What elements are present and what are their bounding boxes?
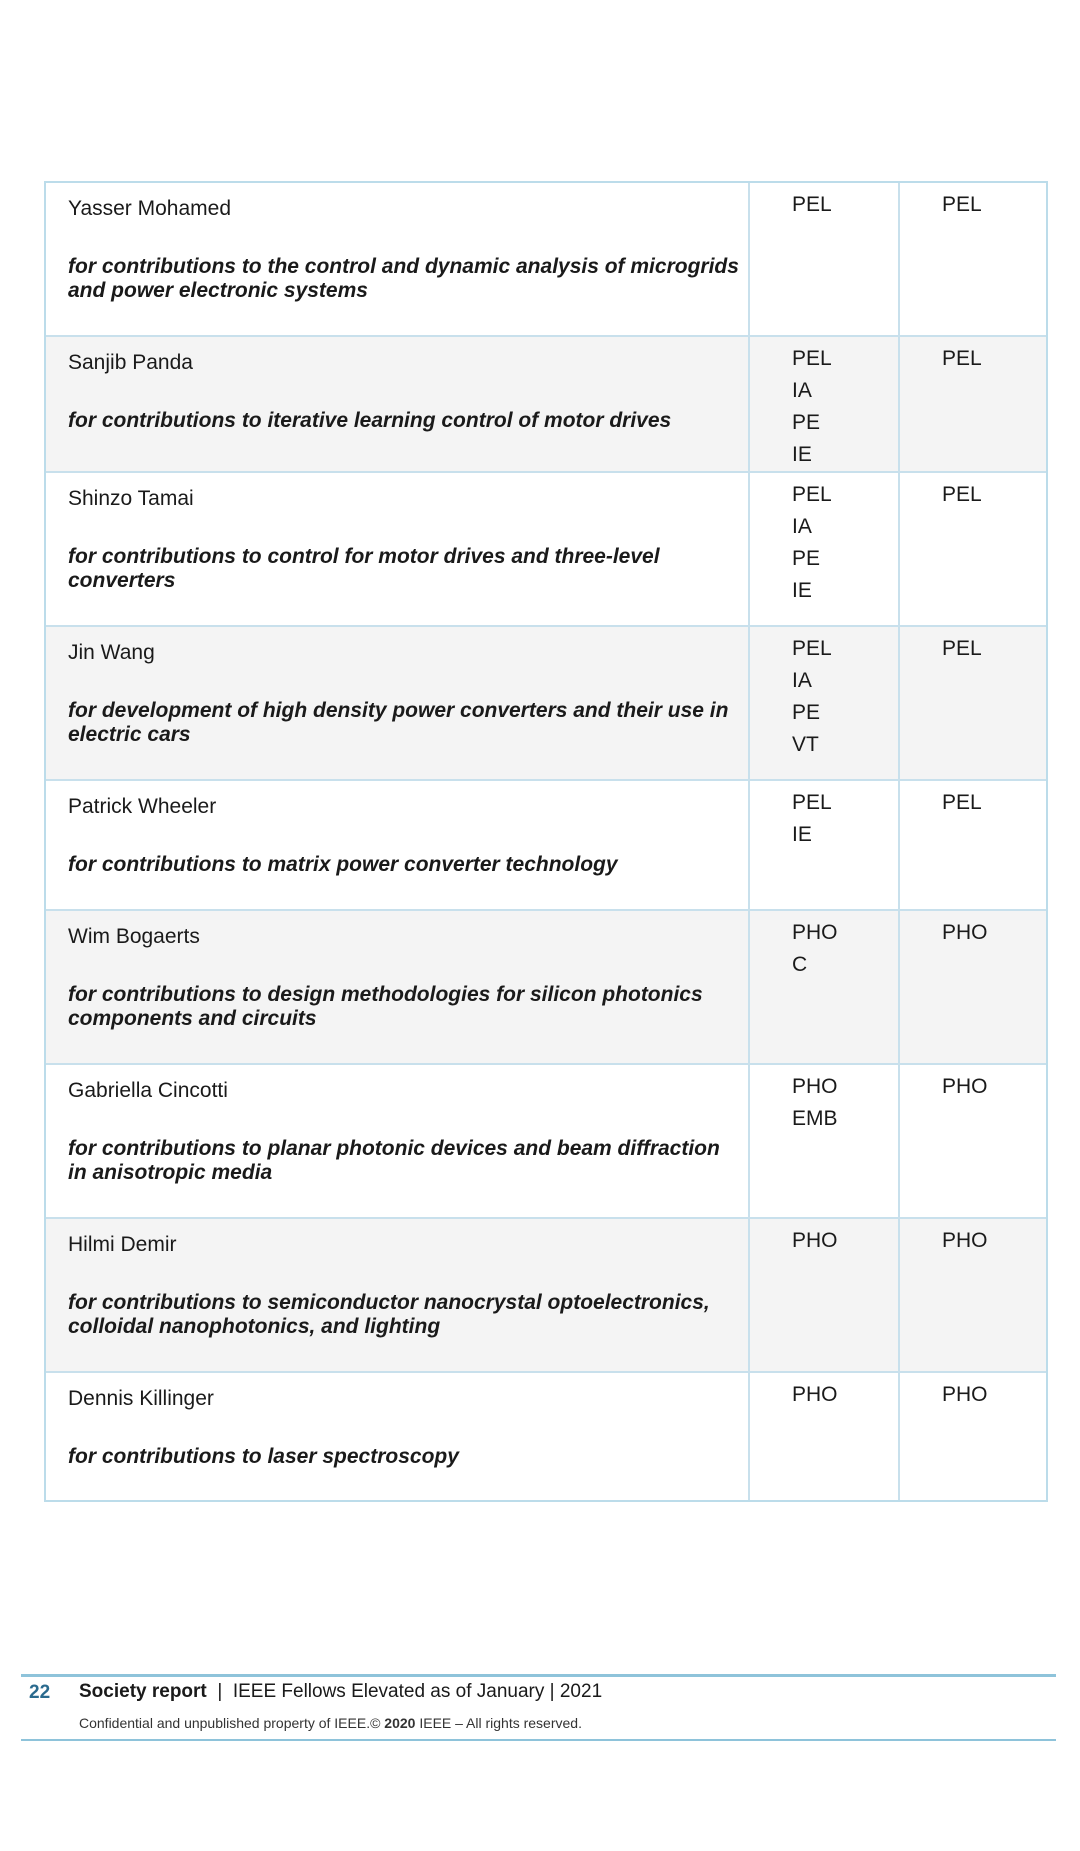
fellow-name: Jin Wang [68,641,155,664]
evaluating-society-cell [900,183,1046,335]
fellow-citation: for development of high density power converters and their use in electric cars [68,699,729,746]
society-code: IA [792,379,812,402]
society-codes-cell [750,337,900,471]
fellow-cell [46,1219,750,1371]
footer-rule-bottom [21,1739,1056,1741]
fellow-name: Sanjib Panda [68,351,193,374]
table-row [46,911,1046,1065]
fellow-name: Shinzo Tamai [68,487,194,510]
society-code: PEL [792,483,832,506]
fellow-cell [46,337,750,471]
fellow-citation: for contributions to design methodologies for silicon photonics components and circuits [68,983,703,1030]
fellow-cell [46,627,750,779]
table-row [46,337,1046,473]
footer-title [79,1681,602,1703]
evaluating-society: PEL [942,347,982,370]
society-codes-cell [750,1219,900,1371]
fellow-cell [46,1373,750,1500]
society-codes-cell [750,473,900,625]
evaluating-society-cell [900,473,1046,625]
society-code: IE [792,443,812,466]
evaluating-society: PHO [942,1383,988,1406]
evaluating-society-cell [900,781,1046,909]
fellow-name: Dennis Killinger [68,1387,214,1410]
society-codes-cell [750,1065,900,1217]
table-row [46,627,1046,781]
society-code: PHO [792,1075,838,1098]
fellow-name: Patrick Wheeler [68,795,217,818]
society-code: PEL [792,347,832,370]
evaluating-society: PHO [942,1075,988,1098]
fellow-name: Gabriella Cincotti [68,1079,228,1102]
society-code: IA [792,515,812,538]
evaluating-society: PHO [942,921,988,944]
table-row [46,1219,1046,1373]
footer-rule-top [21,1674,1056,1677]
evaluating-society: PEL [942,193,982,216]
fellow-name: Yasser Mohamed [68,197,232,220]
evaluating-society-cell [900,1219,1046,1371]
note-year: 2020 [384,1715,416,1731]
fellow-citation: for contributions to semiconductor nanocrystal optoelectronics, colloidal nanophotonics, and lighting [68,1291,710,1338]
society-code: PE [792,411,821,434]
society-codes-cell [750,183,900,335]
society-code: PE [792,547,821,570]
fellow-citation: for contributions to control for motor drives and three-level converters [68,545,660,592]
society-codes-cell [750,781,900,909]
footer-separator: | [217,1681,223,1702]
society-code: IE [792,823,812,846]
fellow-citation: for contributions to laser spectroscopy [68,1445,459,1468]
society-code: IA [792,669,812,692]
society-code: IE [792,579,812,602]
table-row [46,781,1046,911]
fellow-cell [46,473,750,625]
society-code: VT [792,733,819,756]
evaluating-society: PEL [942,637,982,660]
evaluating-society: PEL [942,791,982,814]
note-suffix: IEEE – All rights reserved. [415,1715,582,1731]
fellow-name: Hilmi Demir [68,1233,177,1256]
evaluating-society-cell [900,1373,1046,1500]
fellow-cell [46,781,750,909]
fellows-table [44,181,1048,1502]
evaluating-society: PEL [942,483,982,506]
fellow-cell [46,183,750,335]
table-row [46,1065,1046,1219]
report-subtitle: IEEE Fellows Elevated as of January | 2021 [232,1681,603,1702]
evaluating-society-cell [900,627,1046,779]
society-code: EMB [792,1107,838,1130]
fellow-citation: for contributions to planar photonic devices and beam diffraction in anisotropic media [68,1137,720,1184]
society-code: PHO [792,921,838,944]
evaluating-society-cell [900,911,1046,1063]
evaluating-society-cell [900,1065,1046,1217]
society-codes-cell [750,627,900,779]
society-codes-cell [750,911,900,1063]
confidentiality-note [79,1715,582,1731]
society-codes-cell [750,1373,900,1500]
evaluating-society: PHO [942,1229,988,1252]
note-prefix: Confidential and unpublished property of IEEE.© [79,1715,385,1731]
fellow-name: Wim Bogaerts [68,925,200,948]
society-code: PEL [792,791,832,814]
table-row [46,183,1046,337]
fellow-cell [46,911,750,1063]
evaluating-society-cell [900,337,1046,471]
society-code: PHO [792,1229,838,1252]
fellow-citation: for contributions to the control and dynamic analysis of microgrids and power electronic systems [68,255,739,302]
society-code: PHO [792,1383,838,1406]
society-code: PE [792,701,821,724]
fellow-cell [46,1065,750,1217]
fellow-citation: for contributions to matrix power converter technology [68,853,618,876]
page-number: 22 [29,1682,51,1703]
report-label: Society report [79,1681,207,1702]
table-row [46,1373,1046,1500]
society-code: C [792,953,808,976]
fellow-citation: for contributions to iterative learning control of motor drives [68,409,672,432]
society-code: PEL [792,637,832,660]
table-row [46,473,1046,627]
society-code: PEL [792,193,832,216]
